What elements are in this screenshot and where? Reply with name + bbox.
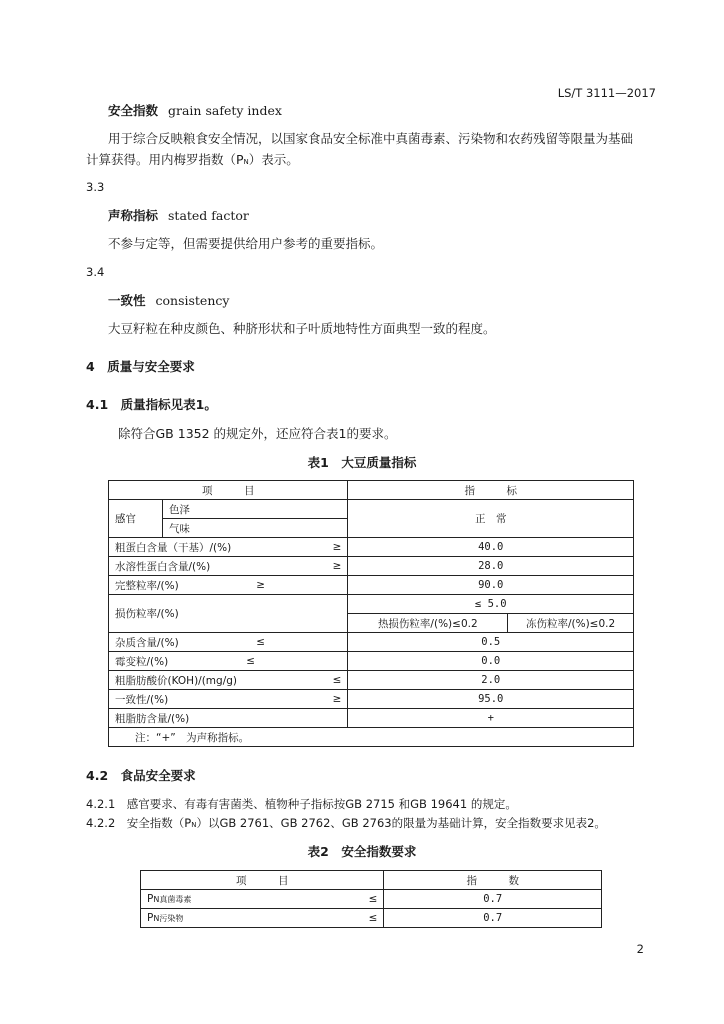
body-text: 除符合GB 1352 的规定外，还应符合表1的要求。 xyxy=(118,426,397,441)
body-text: 4.2.2 安全指数（PN）以GB 2761、GB 2762、GB 2763的限量为基础计算，安全指数要求见表2。 xyxy=(86,816,606,830)
damaged-frost: 冻伤粒率/(%)≤0.2 xyxy=(508,614,634,633)
row-op: ≤ xyxy=(368,912,378,924)
term-safety-index xyxy=(108,103,282,119)
term-consistency xyxy=(108,293,229,309)
sensory-color: 色泽 xyxy=(162,500,348,519)
table2-caption: 表2 安全指数要求 xyxy=(307,844,417,859)
row-op: ≤ xyxy=(332,674,342,686)
table1 xyxy=(108,480,634,747)
row-value: 95.0 xyxy=(348,690,634,709)
row-label: 粗蛋白含量（干基）/(%) xyxy=(115,541,232,554)
table-row xyxy=(109,538,634,557)
table-row xyxy=(141,909,602,928)
sensory-value: 正 常 xyxy=(348,500,634,538)
term-en: grain safety index xyxy=(168,103,282,118)
table-row xyxy=(109,595,634,614)
section-title: 4.2 食品安全要求 xyxy=(86,768,196,783)
row-label: 一致性/(%) xyxy=(115,693,169,706)
section-title: 4 质量与安全要求 xyxy=(86,359,195,374)
damaged-value: ≤ 5.0 xyxy=(348,595,634,614)
damaged-heat: 热损伤粒率/(%)≤0.2 xyxy=(348,614,508,633)
body-text: 计算获得。用内梅罗指数（PN）表示。 xyxy=(86,152,299,167)
table-row xyxy=(109,557,634,576)
row-label: 水溶性蛋白含量/(%) xyxy=(115,560,211,573)
head-index: 指 标 xyxy=(348,481,634,500)
section-title: 4.1 质量指标见表1。 xyxy=(86,397,217,412)
table1-caption: 表1 大豆质量指标 xyxy=(307,455,417,470)
row-op: ≥ xyxy=(332,693,342,705)
table-row xyxy=(109,500,634,519)
row-value: 0.7 xyxy=(384,909,602,928)
sensory-odor: 气味 xyxy=(162,519,348,538)
row-op: ≥ xyxy=(332,541,342,553)
section-number: 3.4 xyxy=(86,265,105,279)
row-op: ≤ xyxy=(246,655,255,667)
row-value: 0.0 xyxy=(348,652,634,671)
row-op: ≤ xyxy=(368,893,378,905)
row-label: PN真菌毒素 xyxy=(147,893,192,905)
table-row xyxy=(109,709,634,728)
body-text: 用于综合反映粮食安全情况，以国家食品安全标准中真菌毒素、污染物和农药残留等限量为基础 xyxy=(108,131,634,146)
table-row xyxy=(109,728,634,747)
term-cn: 一致性 xyxy=(108,293,146,308)
row-op: ≥ xyxy=(332,560,342,572)
head-index: 指 数 xyxy=(384,871,602,890)
row-op: ≤ xyxy=(256,636,265,648)
row-label: 杂质含量/(%) xyxy=(115,636,179,649)
row-value: 90.0 xyxy=(348,576,634,595)
table-row xyxy=(109,481,634,500)
body-text: 不参与定等，但需要提供给用户参考的重要指标。 xyxy=(108,236,384,251)
body-text: 4.2.1 感官要求、有毒有害菌类、植物种子指标按GB 2715 和GB 19641 的规定。 xyxy=(86,797,517,811)
table-row xyxy=(109,576,634,595)
row-value: 28.0 xyxy=(348,557,634,576)
page-number: 2 xyxy=(636,942,644,956)
row-label: 粗脂肪含量/(%) xyxy=(115,712,190,725)
body-text: 大豆籽粒在种皮颜色、种脐形状和子叶质地特性方面典型一致的程度。 xyxy=(108,321,496,336)
row-op: ≥ xyxy=(256,579,265,591)
head-item: 项 目 xyxy=(141,871,384,890)
table-row xyxy=(109,633,634,652)
head-item: 项 目 xyxy=(109,481,348,500)
table1-note: 注：“+” 为声称指标。 xyxy=(109,728,634,747)
row-label: PN污染物 xyxy=(147,912,184,924)
sensory-label: 感官 xyxy=(109,500,163,538)
row-value: 40.0 xyxy=(348,538,634,557)
table2 xyxy=(140,870,602,928)
doc-code: LS/T 3111—2017 xyxy=(557,86,656,100)
table-row xyxy=(109,690,634,709)
term-en: stated factor xyxy=(168,208,249,223)
row-value: 0.5 xyxy=(348,633,634,652)
section-number: 3.3 xyxy=(86,180,105,194)
table-row xyxy=(141,871,602,890)
table-row xyxy=(141,890,602,909)
row-label: 粗脂肪酸价(KOH)/(mg/g) xyxy=(115,674,237,687)
term-cn: 安全指数 xyxy=(108,103,159,118)
row-label: 完整粒率/(%) xyxy=(115,579,179,592)
table-row xyxy=(109,652,634,671)
damaged-label: 损伤粒率/(%) xyxy=(109,595,348,633)
term-cn: 声称指标 xyxy=(108,208,159,223)
term-stated-factor xyxy=(108,208,249,224)
term-en: consistency xyxy=(155,293,230,308)
row-value: 0.7 xyxy=(384,890,602,909)
row-label: 霉变粒/(%) xyxy=(115,655,169,668)
row-value: + xyxy=(348,709,634,728)
row-value: 2.0 xyxy=(348,671,634,690)
table-row xyxy=(109,671,634,690)
